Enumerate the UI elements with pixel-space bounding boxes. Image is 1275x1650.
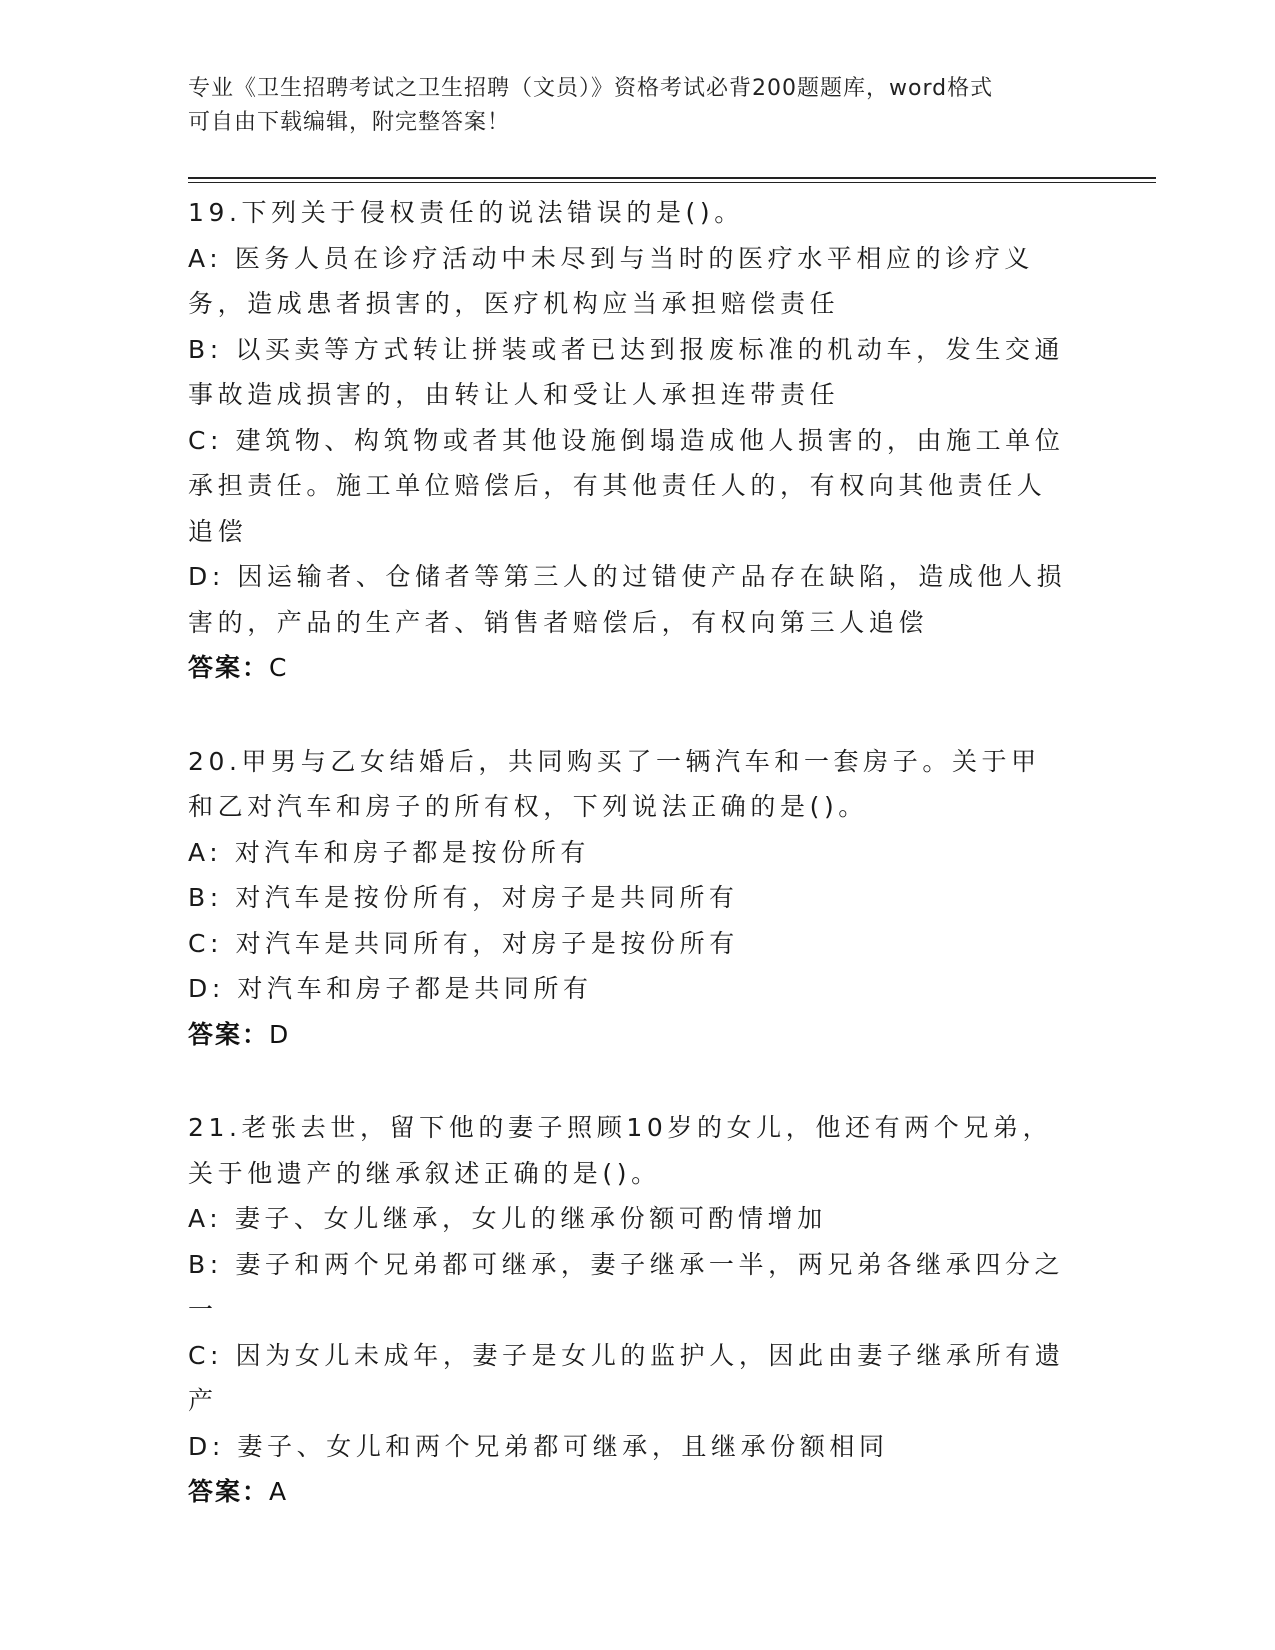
answer-line [188, 645, 1068, 691]
answer-line [188, 1012, 1068, 1058]
option-d: D: 妻子、女儿和两个兄弟都可继承，且继承份额相同 [188, 1431, 889, 1461]
option-a: A: 医务人员在诊疗活动中未尽到与当时的医疗水平相应的诊疗义务，造成患者损害的，医疗机构应当承担赔偿责任 [188, 243, 1035, 318]
question-21 [188, 1105, 1068, 1515]
document-header [188, 72, 1068, 140]
option-a: A: 妻子、女儿继承，女儿的继承份额可酌情增加 [188, 1204, 827, 1233]
option-c: C: 对汽车是共同所有，对房子是按份所有 [188, 928, 739, 958]
option-b: B: 对汽车是按份所有，对房子是共同所有 [188, 883, 739, 912]
option-d: D: 因运输者、仓储者等第三人的过错使产品存在缺陷，造成他人损害的，产品的生产者、销售者赔偿后，有权向第三人追偿 [188, 562, 1067, 637]
question-19 [188, 190, 1068, 691]
option-d: D: 对汽车和房子都是共同所有 [188, 974, 593, 1003]
option-a: A: 对汽车和房子都是按份所有 [188, 837, 591, 867]
option-c: C: 建筑物、构筑物或者其他设施倒塌造成他人损害的，由施工单位承担责任。施工单位赔偿后，有其他责任人的，有权向其他责任人追偿 [188, 425, 1065, 546]
option-c: C: 因为女儿未成年，妻子是女儿的监护人，因此由妻子继承所有遗产 [188, 1340, 1065, 1415]
answer-label: 答案： [188, 1477, 270, 1506]
option-b: B: 妻子和两个兄弟都可继承，妻子继承一半，两兄弟各继承四分之一 [188, 1249, 1065, 1324]
option-b: B: 以买卖等方式转让拼装或者已达到报废标准的机动车，发生交通事故造成损害的，由转让人和受让人承担连带责任 [188, 334, 1065, 409]
answer-label: 答案： [188, 653, 270, 682]
header-divider-thin [188, 182, 1156, 183]
question-stem: 19.下列关于侵权责任的说法错误的是()。 [188, 198, 744, 227]
answer-value: D [269, 1019, 291, 1049]
question-list [188, 190, 1068, 1563]
answer-line [188, 1469, 1068, 1515]
question-20 [188, 739, 1068, 1058]
question-stem: 21.老张去世，留下他的妻子照顾10岁的女儿，他还有两个兄弟，关于他遗产的继承叙述正确的是()。 [188, 1113, 1053, 1188]
header-divider-thick [188, 177, 1156, 179]
answer-label: 答案： [188, 1019, 270, 1049]
question-stem: 20.甲男与乙女结婚后，共同购买了一辆汽车和一套房子。关于甲和乙对汽车和房子的所有权，下列说法正确的是()。 [188, 746, 1041, 821]
header-line-1: 专业《卫生招聘考试之卫生招聘（文员）》资格考试必背200题题库，word格式 [188, 76, 994, 101]
header-line-2: 可自由下载编辑，附完整答案！ [188, 110, 511, 135]
answer-value: A [269, 1477, 289, 1506]
answer-value: C [269, 653, 289, 682]
